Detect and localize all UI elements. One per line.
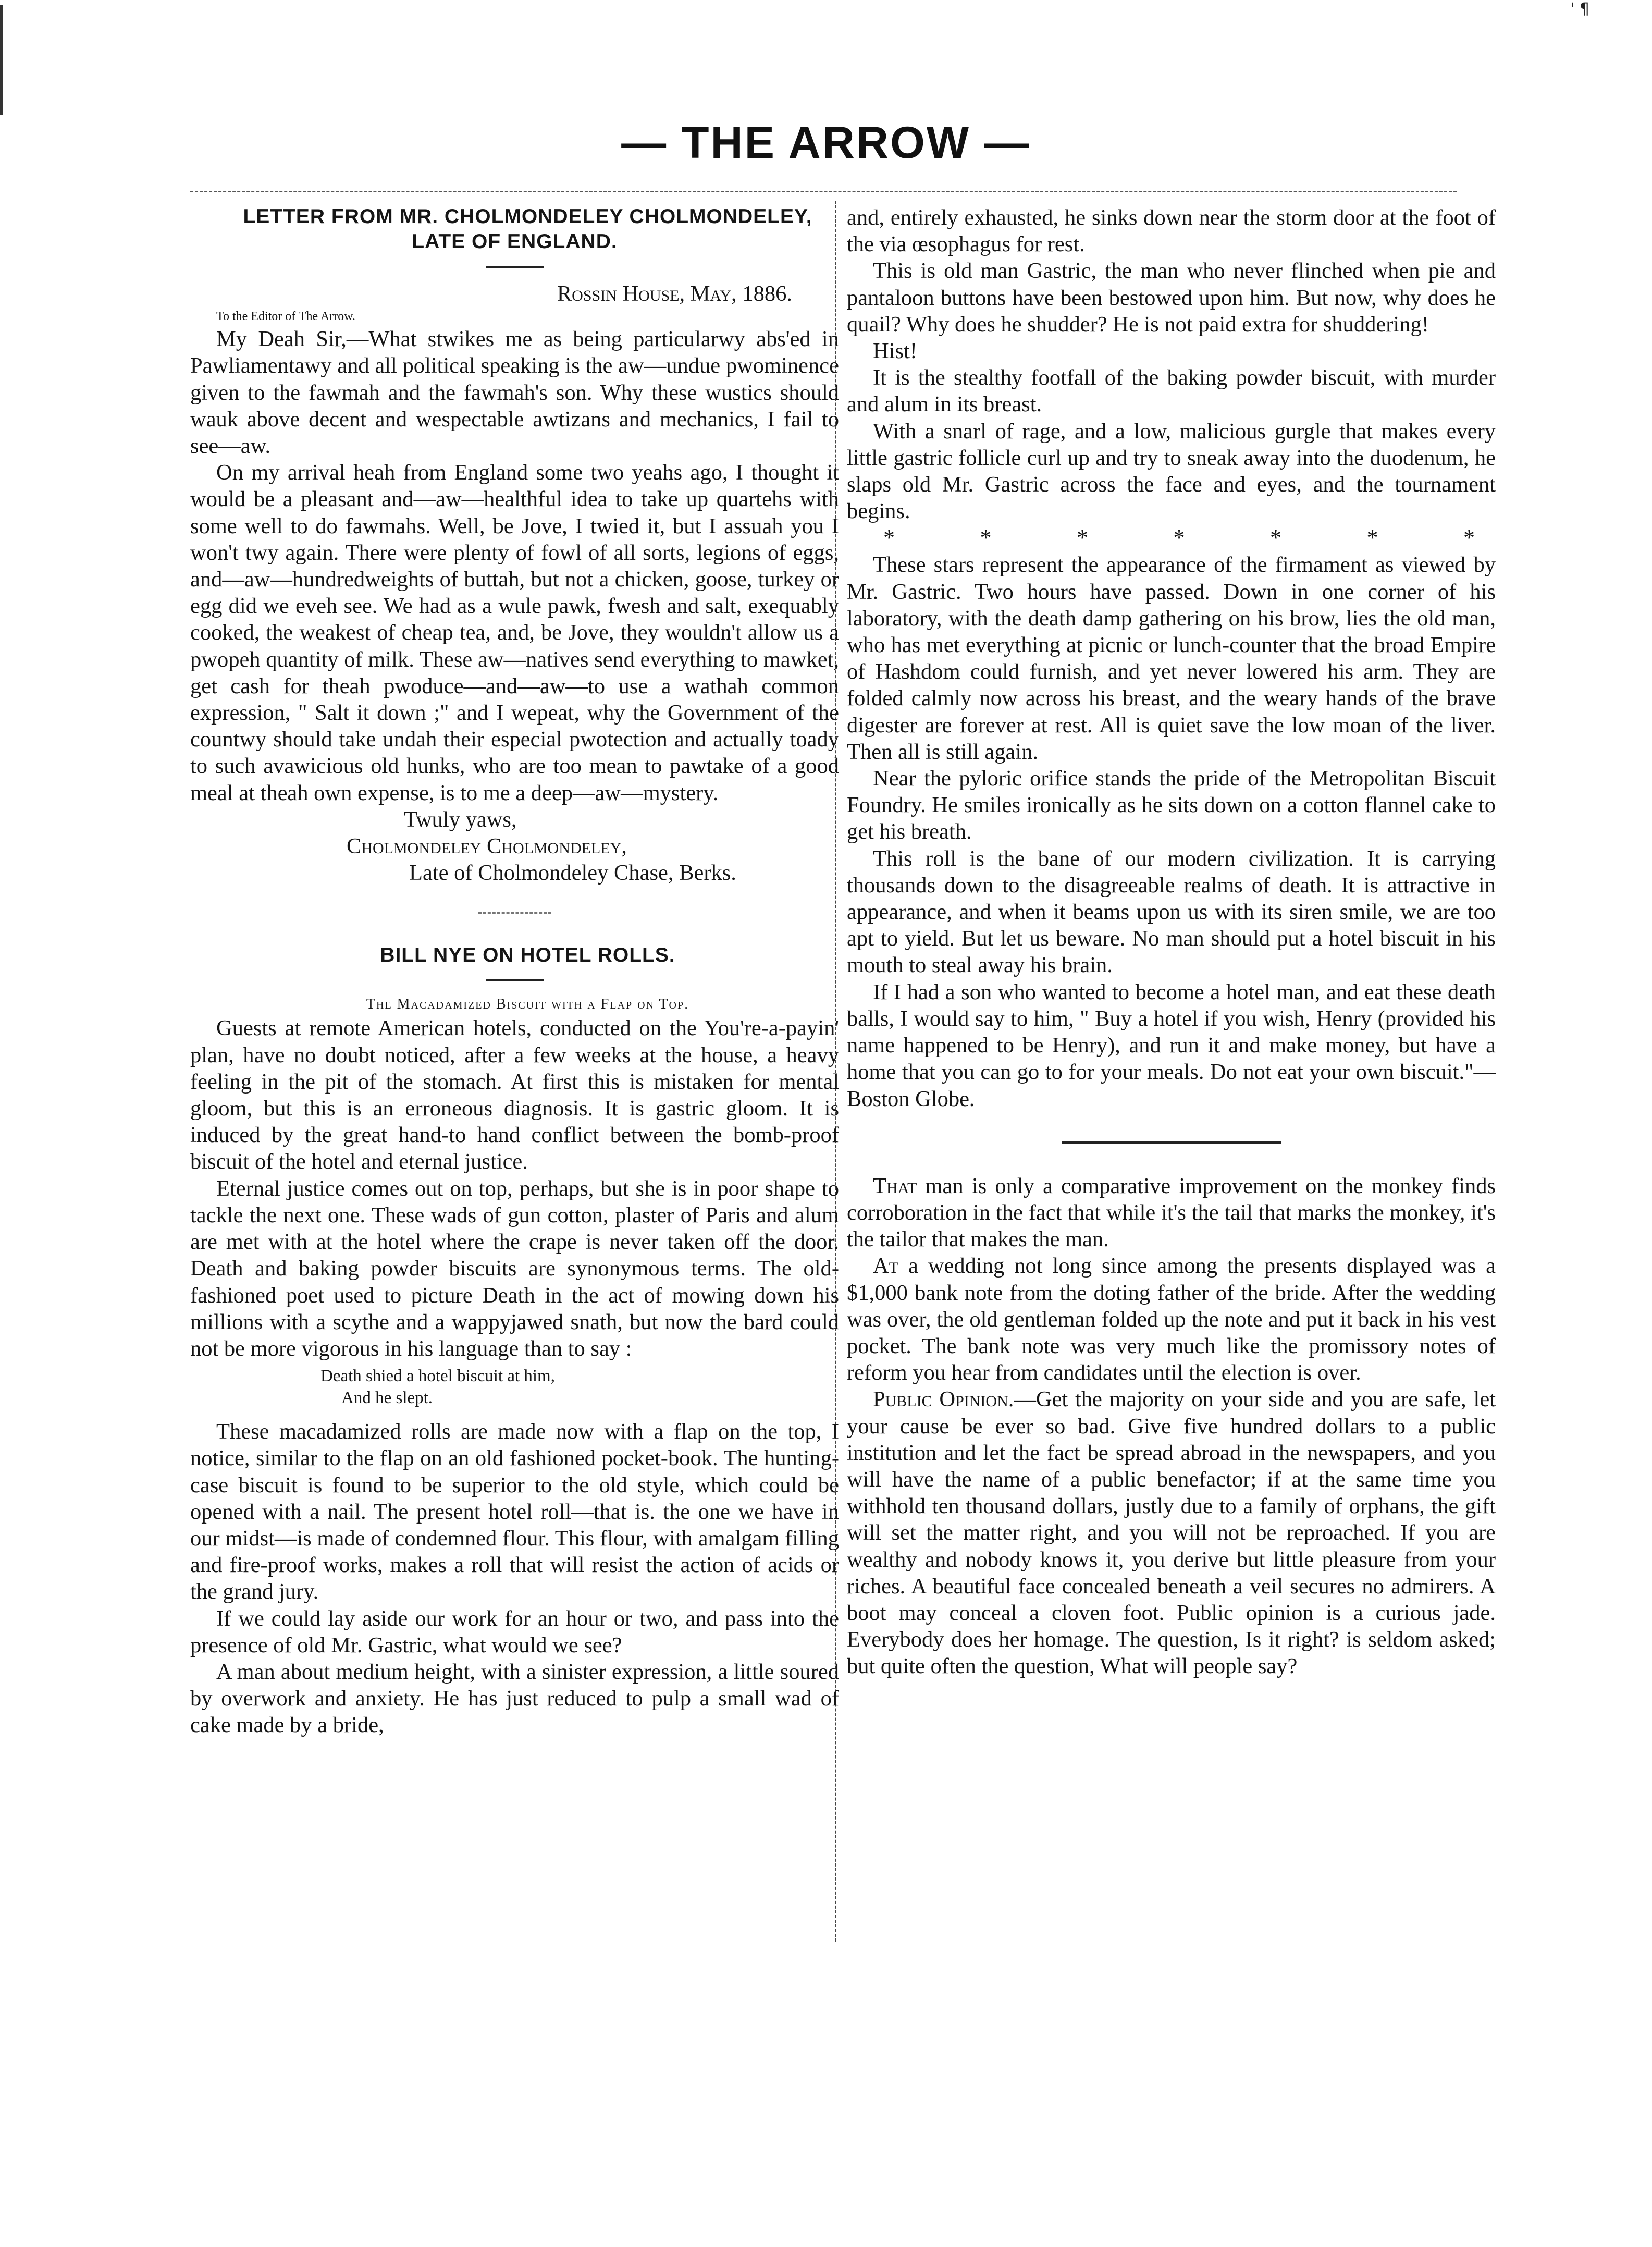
article-paragraph: Near the pyloric orifice stands the pride of the Metropolitan Biscuit Foundry. He smiles ironically as he sits down on a cotton flannel cake to get his breath. — [847, 766, 1496, 844]
left-column — [190, 204, 839, 1739]
article-paragraph: and, entirely exhausted, he sinks down near the storm door at the foot of the via œsophagus for rest. — [847, 205, 1496, 257]
article-paragraph: If we could lay aside our work for an hour or two, and pass into the presence of old Mr. Gastric, what would we see? — [190, 1606, 839, 1657]
article-paragraph: This is old man Gastric, the man who never flinched when pie and pantaloon buttons have been bestowed upon him. But now, why does he quail? Why does he shudder? He is not paid extra for shuddering! — [847, 259, 1496, 337]
letter-closing: Twuly yaws, — [404, 807, 517, 832]
letter-heading-rule — [486, 266, 544, 268]
star-glyph: * — [1077, 525, 1088, 551]
star-glyph: * — [1270, 525, 1281, 551]
item-text: a wedding not long since among the presents displayed was a $1,000 bank note from the doting father of the bride. After the wedding was over, the old gentleman folded up the note and put it back in his vest pocket. The bank note was very much like the promissory notes of reform you hear from candidates until the election is over. — [847, 1254, 1496, 1385]
star-glyph: * — [883, 525, 895, 551]
article-paragraph: This roll is the bane of our modern civilization. It is carrying thousands down to the disagreeable realms of death. It is attractive in appearance, and when it beams upon us with its siren smile, we are too apt to yield. But let us beware. No man should put a hotel biscuit in his mouth to steal away his brain. — [847, 846, 1496, 978]
section-separator — [478, 912, 551, 914]
masthead: — THE ARROW — — [621, 118, 1031, 168]
article-paragraph: A man about medium height, with a sinister expression, a little soured by overwork and anxiety. He has just reduced to pulp a small wad of cake made by a bride, — [190, 1659, 839, 1738]
letter-paragraph: My Deah Sir,—What stwikes me as being particularwy abs'ed in Pawliamentawy and all political speaking is the aw—undue pwominence given to the fawmah and the fawmah's son. Why these wustics should wauk above decent and wespectable awtizans and mechanics, I fail to see—aw. — [190, 327, 839, 459]
article-paragraph: These stars represent the appearance of the firmament as viewed by Mr. Gastric. Two hours have passed. Down in one corner of his laboratory, with the death damp gathering on his brow, lies the old man, who has met everything at picnic or lunch-counter that the broad Empire of Hashdom could furnish, and yet never lowered his arm. They are folded calmly now across his breast, and the weary hands of the brave digester are forever at rest. All is quiet save the low moan of the liver. Then all is still again. — [847, 552, 1496, 764]
article-end-rule — [1062, 1141, 1281, 1144]
star-glyph: * — [1463, 525, 1475, 551]
bill-nye-heading-rule — [486, 979, 544, 981]
article-paragraph: Hist! — [873, 339, 917, 364]
bill-nye-heading: BILL NYE ON HOTEL ROLLS. — [380, 944, 675, 967]
letter-signature-note: Late of Cholmondeley Chase, Berks. — [409, 861, 736, 886]
verse-line: And he slept. — [341, 1389, 433, 1408]
scan-edge-line — [0, 5, 3, 115]
star-glyph: * — [1366, 525, 1378, 551]
short-item — [847, 1253, 1496, 1386]
article-paragraph: Guests at remote American hotels, conducted on the You're-a-payin' plan, have no doubt noticed, after a few weeks at the house, a heavy feeling in the pit of the stomach. At first this is mistaken for mental gloom, but this is an erroneous diagnosis. It is gastric gloom. It is induced by the great hand-to hand conflict between the bomb-proof biscuit of the hotel and eternal justice. — [190, 1016, 839, 1174]
letter-signature: Cholmondeley Cholmondeley, — [347, 834, 627, 859]
letter-paragraph: On my arrival heah from England some two yeahs ago, I thought it would be a pleasant and—aw—healthful idea to take up quartehs with some well to do fawmahs. Well, be Jove, I twied it, but I assuah you I won't twy again. There were plenty of fowl of all sorts, legions of eggs, and—aw—hundredweights of buttah, but not a chicken, goose, turkey or egg did we eveh see. We had as a wule pawk, fwesh and salt, exequably cooked, the weakest of cheap tea, and, be Jove, they wouldn't allow us a pwopeh quantity of milk. These aw—natives send everything to mawket, get cash for theah pwoduce—and—aw—to use a wathah common expression, " Salt it down ;" and I wepeat, why the Government of the countwy should take undah their especial pwotection and actually toady to such avawicious old hunks, who are too mean to pawtake of a good meal at theah own expense, is to me a deep—aw—mystery. — [190, 460, 839, 805]
bill-nye-subheading: The Macadamized Biscuit with a Flap on Top. — [366, 996, 689, 1013]
item-text: —Get the majority on your side and you are safe, let your cause be ever so bad. Give five hundred dollars to a public institution and let the fact be spread abroad in the newspapers, and you will have the name of a public benefactor; if at the same time you withhold ten thousand dollars, justly due to a family of orphans, the gift will set the matter right, and you will not be reproached. If you are wealthy and nobody knows it, you derive but little pleasure from your riches. A beautiful face concealed beneath a veil secures no admirers. A boot may conceal a cloven foot. Public opinion is a curious jade. Everybody does her homage. The question, Is it right? is seldom asked; but quite often the question, What will people say? — [847, 1387, 1496, 1679]
article-paragraph: It is the stealthy footfall of the baking powder biscuit, with murder and alum in its breast. — [847, 365, 1496, 417]
page-corner-mark: ' ¶ — [1570, 0, 1589, 18]
article-paragraph: These macadamized rolls are made now with a flap on the top, I notice, similar to the flap on an old fashioned pocket-book. The hunting-case biscuit is found to be superior to the old style, which could be opened with a nail. The present hotel roll—that is. the one we have in our midst—is made of condemned flour. This flour, with amalgam filling and fire-proof works, makes a roll that will resist the action of acids or the grand jury. — [190, 1419, 839, 1604]
short-item — [847, 1386, 1496, 1679]
article-paragraph: Eternal justice comes out on top, perhaps, but she is in poor shape to tackle the next one. These wads of gun cotton, plaster of Paris and alum are met with at the hotel where the crape is never taken off the door. Death and baking powder biscuits are synonymous terms. The old-fashioned poet used to picture Death in the act of mowing down his millions with a scythe and a wappyjawed snath, but now the bard could not be more vigorous in his language than to say : — [190, 1176, 839, 1361]
article-paragraph: If I had a son who wanted to become a hotel man, and eat these death balls, I would say to him, " Buy a hotel if you wish, Henry (provided his name happened to be Henry), and run it and make money, but have a home that you can go to for your meals. Do not eat your own biscuit."—Boston Globe. — [847, 979, 1496, 1111]
item-lead: Public Opinion. — [873, 1387, 1014, 1412]
letter-dateline: Rossin House, May, 1886. — [557, 281, 792, 306]
right-column — [847, 204, 1496, 1680]
short-item — [847, 1173, 1496, 1253]
item-text: man is only a comparative improvement on the monkey finds corroboration in the fact that while it's the tail that marks the monkey, it's the tailor that makes the man. — [847, 1173, 1496, 1252]
masthead-rule — [190, 191, 1457, 192]
verse-line: Death shied a hotel biscuit at him, — [320, 1367, 555, 1386]
star-glyph: * — [1173, 525, 1185, 551]
stars-row — [847, 524, 1496, 551]
letter-salutation: To the Editor of The Arrow. — [216, 310, 355, 324]
article-paragraph: With a snarl of rage, and a low, malicious gurgle that makes every little gastric follicle curl up and try to sneak away into the duodenum, he slaps old Mr. Gastric across the face and eyes, and the tournament begins. — [847, 419, 1496, 524]
letter-heading: LETTER FROM MR. CHOLMONDELEY CHOLMONDELEY, LATE OF ENGLAND. — [243, 205, 812, 253]
item-lead: That — [873, 1173, 917, 1198]
verse-quote — [190, 1365, 839, 1409]
item-lead: At — [873, 1254, 899, 1279]
star-glyph: * — [980, 525, 992, 551]
